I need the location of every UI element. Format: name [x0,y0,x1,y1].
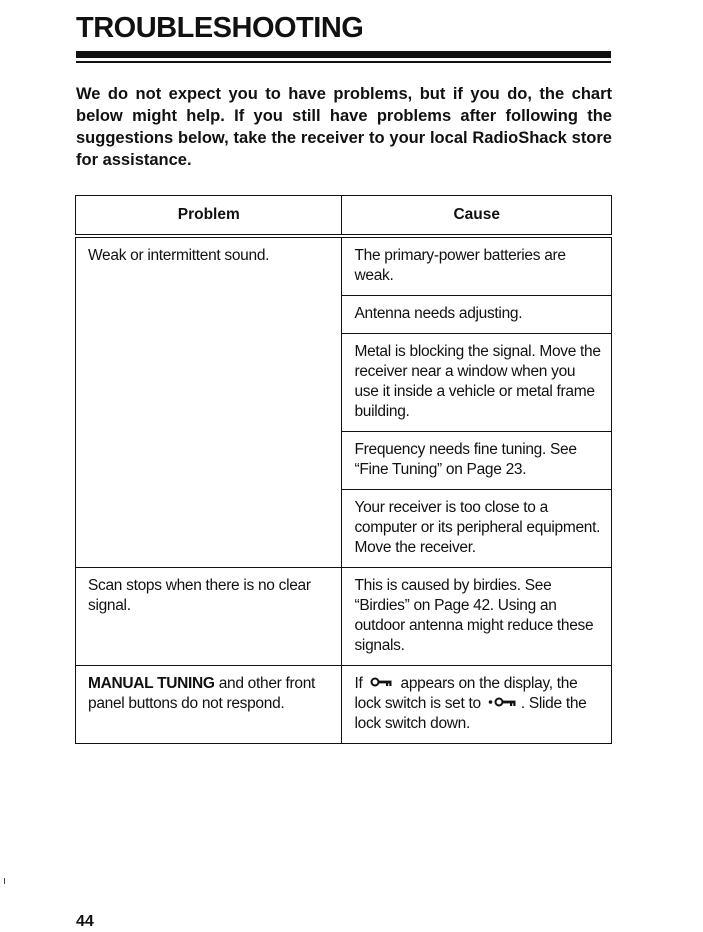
cause-text-part1: If [354,675,367,693]
page-title: TROUBLESHOOTING [76,12,364,44]
cause-cell: The primary-power batteries are weak. [342,236,612,296]
cause-cell [342,666,612,744]
cause-cell: Frequency needs fine tuning. See “Fine Tuning” on Page 23. [342,432,612,490]
title-rule-thin [76,61,611,63]
table-row [76,568,612,666]
problem-text: and other front panel buttons do not respond. [88,675,316,712]
cause-cell: Antenna needs adjusting. [342,296,612,334]
cause-cell: Metal is blocking the signal. Move the receiver near a window when you use it inside a vehicle or metal frame building. [342,334,612,432]
problem-cell: Scan stops when there is no clear signal. [76,568,342,666]
cause-text-part2: appears on the display, the lock switch is set to [354,675,578,713]
manual-tuning-label: MANUAL TUNING [88,675,215,692]
problem-column-header: Problem [76,196,342,237]
title-rule-thick [76,51,611,58]
problem-cell: Weak or intermittent sound. [76,236,342,568]
cause-cell: This is caused by birdies. See “Birdies” on Page 42. Using an outdoor antenna might reduce these signals. [342,568,612,666]
cause-column-header: Cause [342,196,612,237]
problem-cell [76,666,342,744]
scan-edge-mark [4,878,5,884]
cause-cell: Your receiver is too close to a computer or its peripheral equipment. Move the receiver. [342,490,612,568]
table-header-row [76,196,612,237]
troubleshooting-table [75,195,612,744]
table-row [76,236,612,296]
lock-switch-icon [488,694,518,714]
table-row [76,666,612,744]
cause-text-part3: . Slide the lock switch down. [354,695,587,733]
intro-paragraph: We do not expect you to have problems, but if you do, the chart below might help. If you still have problems after following the suggestions below, take the receiver to your local RadioShack store for assistance. [76,85,612,169]
page-number: 44 [76,913,94,930]
key-icon [370,674,394,694]
